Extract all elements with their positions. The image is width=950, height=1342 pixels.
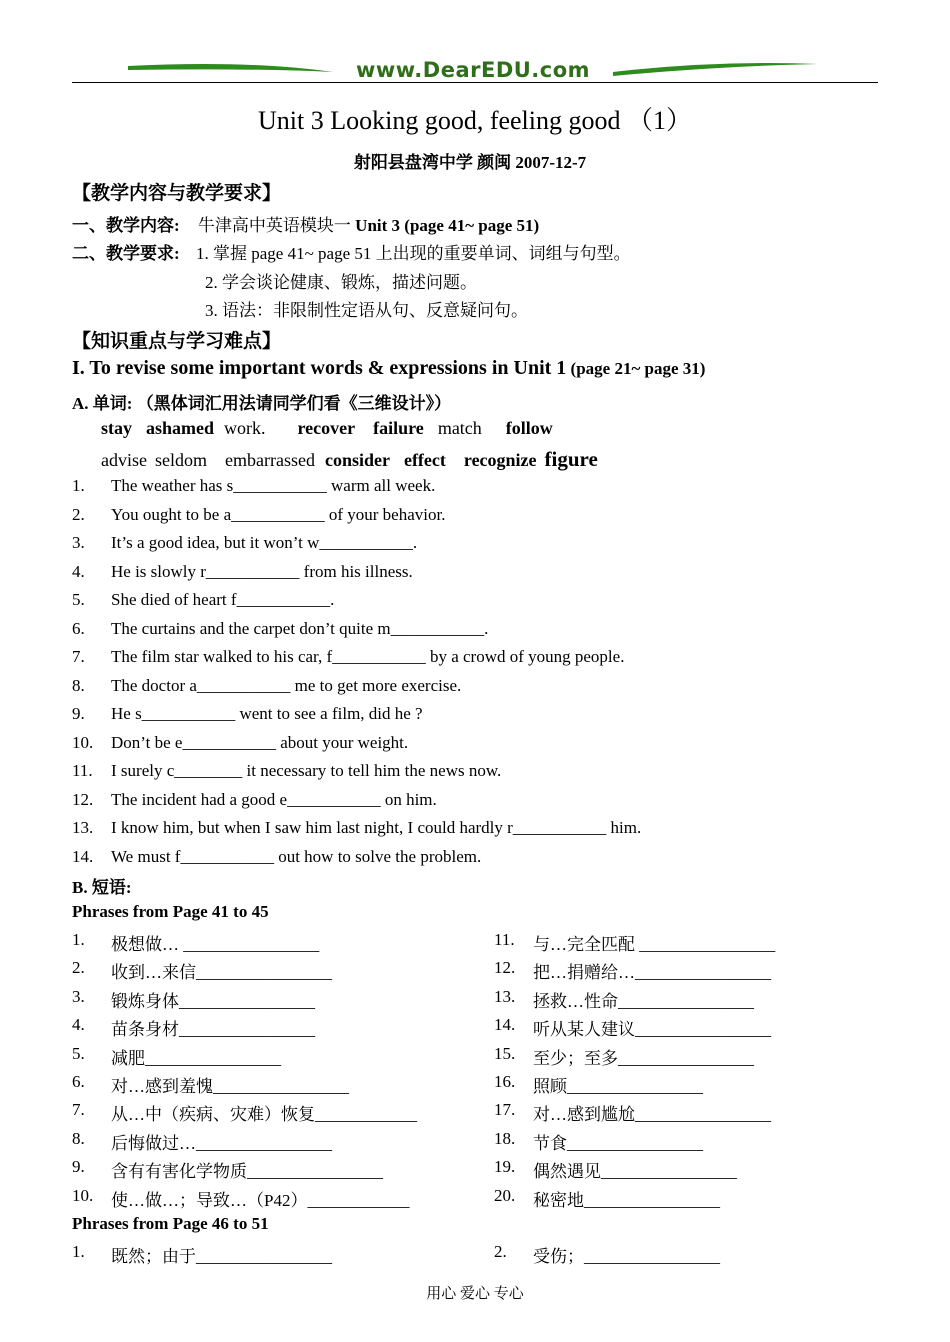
sentence-number: 11. — [72, 761, 93, 780]
sentence-number: 12. — [72, 789, 94, 809]
sentence-item: It’s a good idea, but it won’t w___________. — [111, 533, 418, 552]
phrases-heading: Phrases from Page 41 to 45 — [72, 902, 269, 921]
sentence-item: He s___________ went to see a film, did he ? — [111, 704, 423, 723]
sentence-item: The weather has s___________ warm all week. — [111, 476, 436, 495]
phrase-item: 后悔做过…________________ — [111, 1133, 332, 1153]
word-item: ashamed — [146, 418, 215, 438]
word-item: work. — [224, 418, 266, 438]
sentence-item: The incident had a good e___________ on him. — [111, 789, 437, 809]
requirement-item: 1. 掌握 page 41~ page 51 上出现的重要单词、词组与句型。 — [196, 244, 631, 263]
phrase-number: 8. — [72, 1128, 85, 1148]
phrase-item: 对…感到羞愧________________ — [111, 1077, 349, 1096]
sentence-item: I know him, but when I saw him last night, I could hardly r___________ him. — [111, 818, 642, 837]
content-line — [72, 211, 539, 236]
word-bank-row — [101, 418, 553, 439]
sentence-item: The doctor a___________ me to get more exercise. — [111, 675, 462, 695]
sentence-item: I surely c________ it necessary to tell him the news now. — [111, 761, 502, 780]
word-item: consider — [324, 450, 390, 470]
phrase-number: 20. — [494, 1185, 516, 1205]
sentence-number: 6. — [72, 618, 85, 638]
phrase-number: 17. — [494, 1100, 516, 1120]
requirement-item: 2. 学会谈论健康、锻炼，描述问题。 — [205, 273, 477, 292]
phrase-number: 2. — [494, 1242, 507, 1261]
word-item: failure — [373, 418, 424, 438]
sentence-number: 3. — [72, 533, 85, 552]
section-heading-teaching: 【教学内容与教学要求】 — [72, 183, 282, 204]
sentence-number: 7. — [72, 647, 85, 666]
phrase-number: 7. — [72, 1100, 85, 1120]
phrases-label: B. 短语: — [72, 878, 132, 897]
phrase-number: 15. — [494, 1043, 516, 1063]
phrase-item: 使…做…；导致…（P42）____________ — [111, 1190, 410, 1210]
phrase-number: 19. — [494, 1157, 516, 1177]
phrase-item: 极想做… ________________ — [111, 935, 320, 954]
logo-text: www.DearEDU.com — [355, 58, 591, 82]
part1-title-line — [72, 357, 705, 380]
phrase-item: 既然；由于________________ — [111, 1247, 332, 1266]
page-footer: 用心 爱心 专心 — [426, 1286, 524, 1302]
sentence-item: The curtains and the carpet don’t quite m___________. — [111, 618, 489, 638]
requirement-item: 3. 语法：非限制性定语从句、反意疑问句。 — [205, 301, 528, 320]
phrase-item: 减肥________________ — [111, 1048, 281, 1068]
phrase-item: 锻炼身体________________ — [111, 991, 315, 1011]
phrase-item: 收到…来信________________ — [111, 963, 332, 983]
sentence-item: We must f___________ out how to solve the problem. — [111, 846, 482, 866]
sentence-number: 13. — [72, 818, 94, 837]
part1-title: I. To revise some important words & expressions in Unit 1 — [72, 357, 567, 379]
phrase-item: 拯救…性命________________ — [533, 991, 754, 1011]
phrase-number: 2. — [72, 958, 85, 978]
word-item: match — [437, 418, 482, 438]
requirements-label: 二、教学要求: — [72, 244, 180, 263]
section-heading-key-points: 【知识重点与学习难点】 — [72, 331, 282, 352]
phrase-number: 1. — [72, 930, 85, 949]
word-bank-row — [101, 447, 598, 472]
word-item: seldom — [154, 450, 207, 470]
phrase-number: 11. — [494, 930, 515, 949]
sentence-number: 4. — [72, 561, 85, 581]
sentence-item: He is slowly r___________ from his illness. — [111, 561, 413, 581]
phrase-item: 秘密地________________ — [533, 1190, 720, 1210]
phrase-item: 至少；至多________________ — [533, 1048, 754, 1068]
word-item: advise — [101, 450, 147, 470]
phrase-item: 听从某人建议________________ — [533, 1020, 771, 1040]
sentence-number: 1. — [72, 476, 85, 495]
word-item: recognize — [463, 450, 537, 470]
phrase-item: 偶然遇见________________ — [533, 1162, 737, 1182]
phrase-number: 12. — [494, 958, 516, 978]
sentence-number: 2. — [72, 504, 85, 524]
content-label: 一、教学内容: — [72, 216, 180, 235]
phrases-heading: Phrases from Page 46 to 51 — [72, 1214, 269, 1233]
phrase-item: 对…感到尴尬________________ — [533, 1105, 771, 1125]
phrase-item: 把…捐赠给…________________ — [533, 963, 771, 983]
content-text: 牛津高中英语模块一 — [197, 216, 351, 235]
phrase-number: 14. — [494, 1015, 516, 1035]
word-item: embarrassed — [224, 450, 315, 470]
sentence-item: You ought to be a___________ of your behavior. — [111, 504, 446, 524]
phrase-item: 含有有害化学物质________________ — [111, 1162, 383, 1182]
page-title: Unit 3 Looking good, feeling good （1） — [257, 106, 692, 135]
word-item: follow — [505, 418, 553, 438]
header-logo — [128, 58, 818, 88]
phrase-number: 4. — [72, 1015, 85, 1035]
phrase-number: 3. — [72, 986, 85, 1006]
phrase-item: 受伤；________________ — [533, 1247, 720, 1266]
sentence-item: Don’t be e___________ about your weight. — [111, 732, 409, 752]
word-item: stay — [101, 418, 132, 438]
phrase-number: 9. — [72, 1157, 85, 1177]
word-item: figure — [544, 447, 598, 471]
phrase-number: 16. — [494, 1072, 516, 1091]
sentence-item: She died of heart f___________. — [111, 590, 335, 609]
phrase-number: 1. — [72, 1242, 85, 1261]
phrase-item: 苗条身材________________ — [111, 1020, 315, 1040]
phrase-item: 与…完全匹配 ________________ — [533, 935, 776, 954]
phrase-item: 从…中（疾病、灾难）恢复____________ — [111, 1105, 417, 1125]
content-unit: Unit 3 (page 41~ page 51) — [355, 216, 540, 235]
sentence-item: The film star walked to his car, f___________ by a crowd of young people. — [111, 647, 625, 666]
phrase-number: 18. — [494, 1128, 516, 1148]
phrase-item: 节食________________ — [533, 1133, 703, 1153]
sentence-number: 9. — [72, 704, 85, 723]
part1-pages: (page 21~ page 31) — [570, 359, 706, 378]
phrase-item: 照顾________________ — [533, 1077, 703, 1096]
sentence-number: 5. — [72, 590, 85, 609]
word-item: effect — [403, 450, 446, 470]
author-line: 射阳县盘湾中学 颜闽 2007-12-7 — [353, 153, 587, 172]
header-rule — [72, 82, 878, 83]
sentence-number: 14. — [72, 846, 94, 866]
phrase-number: 10. — [72, 1185, 94, 1205]
sentence-number: 10. — [72, 732, 94, 752]
phrase-number: 5. — [72, 1043, 85, 1063]
phrase-number: 13. — [494, 986, 516, 1006]
sentence-number: 8. — [72, 675, 85, 695]
word-item: recover — [297, 418, 356, 438]
phrase-number: 6. — [72, 1072, 85, 1091]
vocab-label: A. 单词: （黑体词汇用法请同学们看《三维设计》） — [72, 394, 452, 413]
